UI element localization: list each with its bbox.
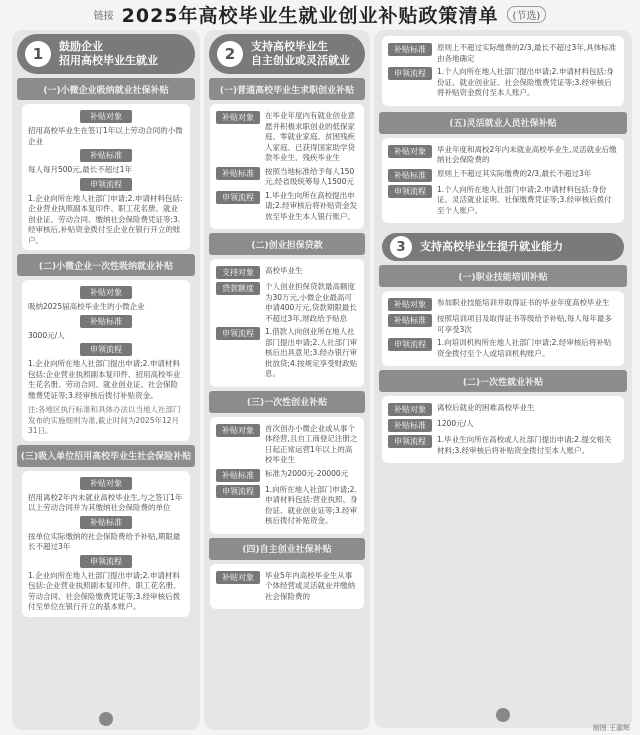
row-standard xyxy=(216,469,358,482)
category-3-header xyxy=(382,233,624,261)
column-2 xyxy=(204,30,370,730)
label-standard: 贷款额度 xyxy=(216,282,260,295)
label-target: 补贴对象 xyxy=(216,111,260,124)
category-title-line1: 支持高校毕业生 xyxy=(251,40,328,53)
process-text: 1.企业向所在地人社部门申请;2.申请材料包括:企业营业执照副本复印件、职工花名册、就业创业证、劳动合同、缴纳社会保险费凭证等;3.经审核后,补贴资金拨付至企业在银行开立的账户。 xyxy=(28,193,183,245)
section-title: (二)一次性就业补贴 xyxy=(379,370,627,392)
category-2-header xyxy=(209,34,365,74)
label-standard: 补贴标准 xyxy=(80,149,132,162)
section-title: (一)普通高校毕业生求职创业补贴 xyxy=(209,78,365,100)
target-text: 招用离校2年内未就业高校毕业生,与之签订1年以上劳动合同并为其缴纳社会保险费的单位 xyxy=(28,492,183,512)
process-text: 1.向所在地人社部门申请;2.申请材料包括:营业执照、身份证、就业创业证等;3.经审核后拨付补贴资金。 xyxy=(265,484,358,525)
row-standard xyxy=(388,169,618,182)
category-title: 支持高校毕业生提升就业能力 xyxy=(420,240,563,253)
label-standard: 补贴标准 xyxy=(80,315,132,328)
label-process: 申领流程 xyxy=(216,191,260,204)
bottom-dot-icon xyxy=(99,712,113,726)
policy-card xyxy=(210,259,364,387)
row-process xyxy=(388,67,618,99)
category-title-line2: 招用高校毕业生就业 xyxy=(59,54,158,67)
column-3 xyxy=(374,30,632,728)
process-text: 1.个人向所在地人社部门申请;2.申请材料包括:身份证、灵活就业证明、社保缴费凭证等;3.经审核后拨付至个人账户。 xyxy=(437,184,612,215)
standard-text: 个人创业担保贷款最高额度为30万元,小微企业最高可申请400万元,贷款期限最长不超过3年,财政给予贴息 xyxy=(265,282,357,323)
policy-card xyxy=(22,471,190,617)
label-process: 申领流程 xyxy=(216,327,260,340)
label-target: 补贴对象 xyxy=(216,424,260,437)
standard-text: 按单位实际缴纳的社会保险费给予补贴,期限最长不超过3年 xyxy=(28,531,181,551)
category-title-line1: 鼓励企业 xyxy=(59,40,103,53)
label-target: 补贴对象 xyxy=(80,477,132,490)
standard-text: 按照培训项目及取得证书等级给予补贴,每人每年最多可享受3次 xyxy=(437,314,612,334)
section-title: (三)吸入单位招用高校毕业生社会保险补贴 xyxy=(17,445,195,467)
label-process: 申领流程 xyxy=(216,485,260,498)
row-target xyxy=(216,571,358,603)
label-target: 补贴对象 xyxy=(388,403,432,416)
label-process: 申领流程 xyxy=(388,67,432,80)
category-title xyxy=(59,40,158,68)
process-text: 1.个人向所在地人社部门提出申请;2.申请材料包括:身份证、就业创业证、社会保险缴费凭证等;3.经审核后将补贴资金拨付至本人账户。 xyxy=(437,67,614,97)
row-standard xyxy=(216,167,358,188)
row-standard xyxy=(388,419,618,432)
category-title-line2: 自主创业或灵活就业 xyxy=(251,54,350,67)
target-text: 在毕业年度内有就业创业意愿并积极求职创业的低保家庭、零就业家庭、贫困残疾人家庭、已获得国家助学贷款毕业生、残疾毕业生 xyxy=(265,111,355,162)
process-text: 1.向培训机构所在地人社部门申请;2.经审核后将补贴资金拨付至个人或培训机构账户。 xyxy=(437,338,612,358)
category-1-header xyxy=(17,34,195,74)
title-bar xyxy=(0,0,640,28)
label-target: 补贴对象 xyxy=(216,571,260,584)
row-process xyxy=(388,185,618,217)
label-process: 申领流程 xyxy=(80,555,132,568)
row-target xyxy=(388,298,618,311)
label-target: 支持对象 xyxy=(216,266,260,279)
standard-text: 标准为2000元-20000元 xyxy=(265,468,349,478)
row-target xyxy=(216,111,358,164)
section-title: (一)职业技能培训补贴 xyxy=(379,265,627,287)
label-standard: 补贴标准 xyxy=(388,169,432,182)
process-text: 1.企业向所在地人社部门提出申请;2.申请材料包括:企业营业执照副本复印件、招用高校毕业生花名册、劳动合同、就业创业证、社会保险缴费凭证等;3.经审核后拨付补贴资金。 xyxy=(28,359,181,400)
row-standard xyxy=(216,282,358,324)
label-process: 申领流程 xyxy=(388,338,432,351)
section-title: (一)小微企业吸纳就业社保补贴 xyxy=(17,78,195,100)
target-text: 毕业5年内高校毕业生从事个体经营或灵活就业并缴纳社会保险费的 xyxy=(265,570,355,601)
standard-text: 3000元/人 xyxy=(28,330,65,340)
target-text: 毕业年度和离校2年内未就业高校毕业生,灵活就业后缴纳社会保险费的 xyxy=(437,144,617,164)
target-text: 招用高校毕业生在签订1年以上劳动合同的小微企业 xyxy=(28,126,183,146)
policy-card xyxy=(382,36,624,106)
target-text: 高校毕业生 xyxy=(265,266,303,275)
page-title: 2025年高校毕业生就业创业补贴政策清单 xyxy=(121,4,499,27)
section-title: (二)小微企业一次性吸纳就业补贴 xyxy=(17,254,195,276)
section-title: (四)自主创业社保补贴 xyxy=(209,538,365,560)
target-text: 参加职业技能培训并取得证书的毕业年度高校毕业生 xyxy=(437,298,610,307)
row-target xyxy=(388,403,618,416)
standard-text: 原则上不超过实际缴费的2/3,最长不超过3年,具体标准由各地确定 xyxy=(437,43,617,63)
target-text: 首次创办小微企业或从事个体经营,且自工商登记注册之日起正常运营1年以上的高校毕业生 xyxy=(265,423,358,464)
policy-card xyxy=(382,291,624,366)
category-number: 1 xyxy=(25,41,51,67)
credit: 制图 王嘉辉 xyxy=(592,724,630,732)
label-standard: 补贴标准 xyxy=(80,516,132,529)
process-text: 1.毕业生向所在高校提出申请;2.经审核后将补贴资金发放至毕业生本人银行账户。 xyxy=(265,190,358,221)
category-number: 3 xyxy=(390,236,412,258)
label-standard: 补贴标准 xyxy=(216,469,260,482)
process-text: 1.企业向所在地人社部门提出申请;2.申请材料包括:企业营业执照副本复印件、职工花名册、劳动合同、社会保险缴费凭证等;3.经审核后拨付至单位在银行开立的基本账户。 xyxy=(28,570,181,611)
row-process xyxy=(216,485,358,527)
policy-card xyxy=(210,564,364,610)
target-text: 吸纳2025届高校毕业生的小微企业 xyxy=(28,302,145,311)
label-target: 补贴对象 xyxy=(80,286,132,299)
note-text: 注:各地区执行标准和具体办法以当地人社部门发布的实施细则为准,截止时间为2025年12月31日。 xyxy=(28,405,181,435)
label-process: 申领流程 xyxy=(388,185,432,198)
label-process: 申领流程 xyxy=(80,178,132,191)
label-standard: 补贴标准 xyxy=(388,419,432,432)
row-target xyxy=(216,424,358,466)
row-process xyxy=(216,191,358,223)
section-title: (二)创业担保贷款 xyxy=(209,233,365,255)
row-target xyxy=(216,266,358,279)
row-process xyxy=(216,327,358,380)
target-text: 离校后就业的困难高校毕业生 xyxy=(437,403,535,412)
row-process xyxy=(388,435,618,456)
link-tag: 链接 xyxy=(93,10,114,22)
policy-card xyxy=(22,280,190,441)
process-text: 1.毕业生向所在高校或人社部门提出申请;2.提交相关材料;3.经审核后将补贴资金拨付至本人账户。 xyxy=(437,435,612,455)
label-process: 申领流程 xyxy=(388,435,432,448)
row-standard xyxy=(388,43,618,64)
standard-text: 1200元/人 xyxy=(437,419,474,428)
process-text: 1.借款人向创业所在地人社部门提出申请;2.人社部门审核后出具意见;3.经办银行审批放贷;4.按规定享受财政贴息。 xyxy=(265,327,358,378)
label-target: 补贴对象 xyxy=(80,110,132,123)
section-title: (五)灵活就业人员社保补贴 xyxy=(379,112,627,134)
label-standard: 补贴标准 xyxy=(388,43,432,56)
row-target xyxy=(388,145,618,166)
label-standard: 补贴标准 xyxy=(216,167,260,180)
policy-card xyxy=(210,417,364,534)
label-process: 申领流程 xyxy=(80,343,132,356)
page-subtitle: (节选) xyxy=(507,6,547,23)
row-standard xyxy=(388,314,618,335)
standard-text: 每人每月500元,最长不超过1年 xyxy=(28,165,132,174)
label-target: 补贴对象 xyxy=(388,298,432,311)
category-title xyxy=(251,40,350,68)
column-1 xyxy=(12,30,200,730)
policy-card xyxy=(382,396,624,463)
policy-card xyxy=(22,104,190,250)
category-number: 2 xyxy=(217,41,243,67)
row-process xyxy=(388,338,618,359)
bottom-dot-icon xyxy=(496,708,510,722)
standard-text: 原则上不超过其实际缴费的2/3,最长不超过3年 xyxy=(437,168,592,178)
policy-card xyxy=(210,104,364,229)
label-target: 补贴对象 xyxy=(388,145,432,158)
label-standard: 补贴标准 xyxy=(388,314,432,327)
section-title: (三)一次性创业补贴 xyxy=(209,391,365,413)
standard-text: 按照当地标准给予每人150元,经省级统筹每人1500元 xyxy=(265,166,355,186)
policy-card xyxy=(382,138,624,224)
